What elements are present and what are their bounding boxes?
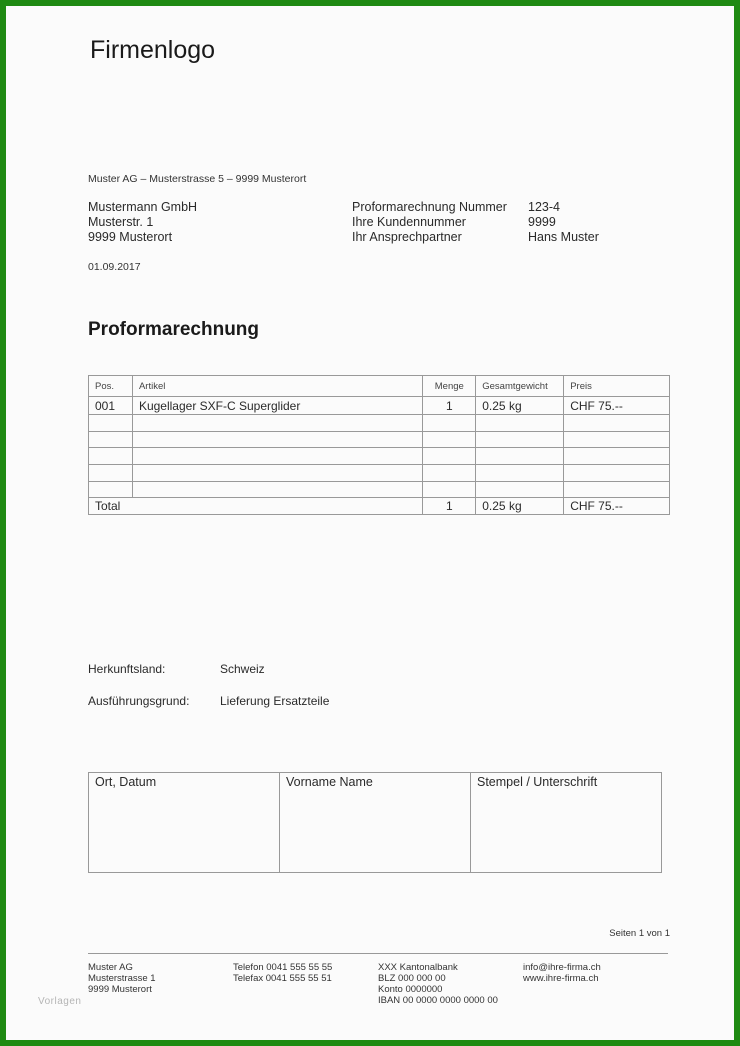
footer-line-text: Telefon 0041 555 55 55 — [233, 962, 333, 973]
document-date: 01.09.2017 — [88, 261, 141, 273]
col-header-pos: Pos. — [89, 376, 133, 397]
document-page — [6, 6, 734, 1040]
page-number: Seiten 1 von 1 — [609, 928, 670, 939]
empty-cell — [476, 481, 564, 498]
meta-label: Ihr Ansprechpartner — [352, 230, 462, 244]
cell-pos: 001 — [89, 397, 133, 415]
items-table — [88, 375, 670, 515]
cell-menge: 1 — [423, 397, 476, 415]
table-row-empty — [89, 415, 670, 432]
meta-label: Proformarechnung Nummer — [352, 200, 507, 214]
total-preis: CHF 75.-- — [564, 498, 670, 515]
empty-cell — [132, 465, 422, 482]
signature-field-stamp: Stempel / Unterschrift — [477, 775, 598, 789]
empty-cell — [476, 465, 564, 482]
table-row-empty — [89, 481, 670, 498]
footer-line-text: BLZ 000 000 00 — [378, 973, 446, 984]
total-label: Total — [89, 498, 423, 515]
origin-country — [88, 662, 265, 676]
footer-line-text: Musterstrasse 1 — [88, 973, 156, 984]
footer-line-text: IBAN 00 0000 0000 0000 00 — [378, 995, 498, 1006]
empty-cell — [132, 431, 422, 448]
empty-cell — [564, 415, 670, 432]
meta-contact-person — [352, 230, 599, 245]
empty-cell — [423, 481, 476, 498]
cell-gewicht: 0.25 kg — [476, 397, 564, 415]
recipient-street: Musterstr. 1 — [88, 215, 154, 229]
footer-line-text: XXX Kantonalbank — [378, 962, 458, 973]
empty-cell — [132, 481, 422, 498]
table-row-empty — [89, 448, 670, 465]
meta-value: 9999 — [528, 215, 556, 229]
cell-artikel: Kugellager SXF-C Superglider — [132, 397, 422, 415]
meta-value: Hans Muster — [528, 230, 599, 244]
col-header-artikel: Artikel — [132, 376, 422, 397]
table-row-empty — [89, 431, 670, 448]
table-row — [89, 397, 670, 415]
watermark: Vorlagen — [38, 996, 82, 1007]
signature-box — [88, 772, 662, 873]
empty-cell — [89, 415, 133, 432]
empty-cell — [423, 465, 476, 482]
empty-cell — [564, 431, 670, 448]
empty-cell — [564, 448, 670, 465]
empty-cell — [423, 431, 476, 448]
col-header-gewicht: Gesamtgewicht — [476, 376, 564, 397]
invoice-meta — [352, 200, 599, 245]
empty-cell — [476, 448, 564, 465]
empty-cell — [89, 431, 133, 448]
footer-line-text: Konto 0000000 — [378, 984, 443, 995]
execution-reason — [88, 694, 330, 708]
origin-label: Herkunftsland: — [88, 662, 166, 676]
total-menge: 1 — [423, 498, 476, 515]
footer-company — [88, 962, 156, 995]
footer-email: info@ihre-firma.ch — [523, 962, 601, 973]
table-total-row — [89, 498, 670, 515]
company-logo: Firmenlogo — [90, 36, 216, 64]
cell-preis: CHF 75.-- — [564, 397, 670, 415]
footer-phone — [233, 962, 332, 984]
empty-cell — [423, 448, 476, 465]
empty-cell — [89, 481, 133, 498]
meta-customer-number — [352, 215, 599, 230]
reason-value: Lieferung Ersatzteile — [220, 694, 330, 708]
total-gewicht: 0.25 kg — [476, 498, 564, 515]
col-header-menge: Menge — [423, 376, 476, 397]
footer-web — [523, 962, 601, 984]
empty-cell — [476, 415, 564, 432]
reason-label: Ausführungsgrund: — [88, 694, 190, 708]
footer-line-text: Muster AG — [88, 962, 133, 973]
footer-bank — [378, 962, 498, 1006]
meta-value: 123-4 — [528, 200, 560, 214]
footer-website: www.ihre-firma.ch — [523, 973, 599, 984]
recipient-address — [88, 200, 197, 245]
meta-label: Ihre Kundennummer — [352, 215, 466, 229]
empty-cell — [132, 415, 422, 432]
table-header-row — [89, 376, 670, 397]
footer-line-text: 9999 Musterort — [88, 984, 152, 995]
col-header-preis: Preis — [564, 376, 670, 397]
signature-field-place-date: Ort, Datum — [89, 773, 280, 872]
empty-cell — [564, 481, 670, 498]
recipient-city: 9999 Musterort — [88, 230, 173, 244]
empty-cell — [132, 448, 422, 465]
footer-divider — [88, 953, 668, 954]
recipient-name: Mustermann GmbH — [88, 200, 198, 214]
origin-value: Schweiz — [220, 662, 265, 676]
meta-invoice-number — [352, 200, 599, 215]
table-row-empty — [89, 465, 670, 482]
empty-cell — [89, 465, 133, 482]
empty-cell — [89, 448, 133, 465]
footer-line-text: Telefax 0041 555 55 51 — [233, 973, 332, 984]
sender-line: Muster AG – Musterstrasse 5 – 9999 Musterort — [88, 173, 307, 185]
empty-cell — [476, 431, 564, 448]
empty-cell — [564, 465, 670, 482]
document-title: Proformarechnung — [88, 319, 260, 340]
signature-field-name: Vorname Name — [280, 773, 471, 872]
empty-cell — [423, 415, 476, 432]
